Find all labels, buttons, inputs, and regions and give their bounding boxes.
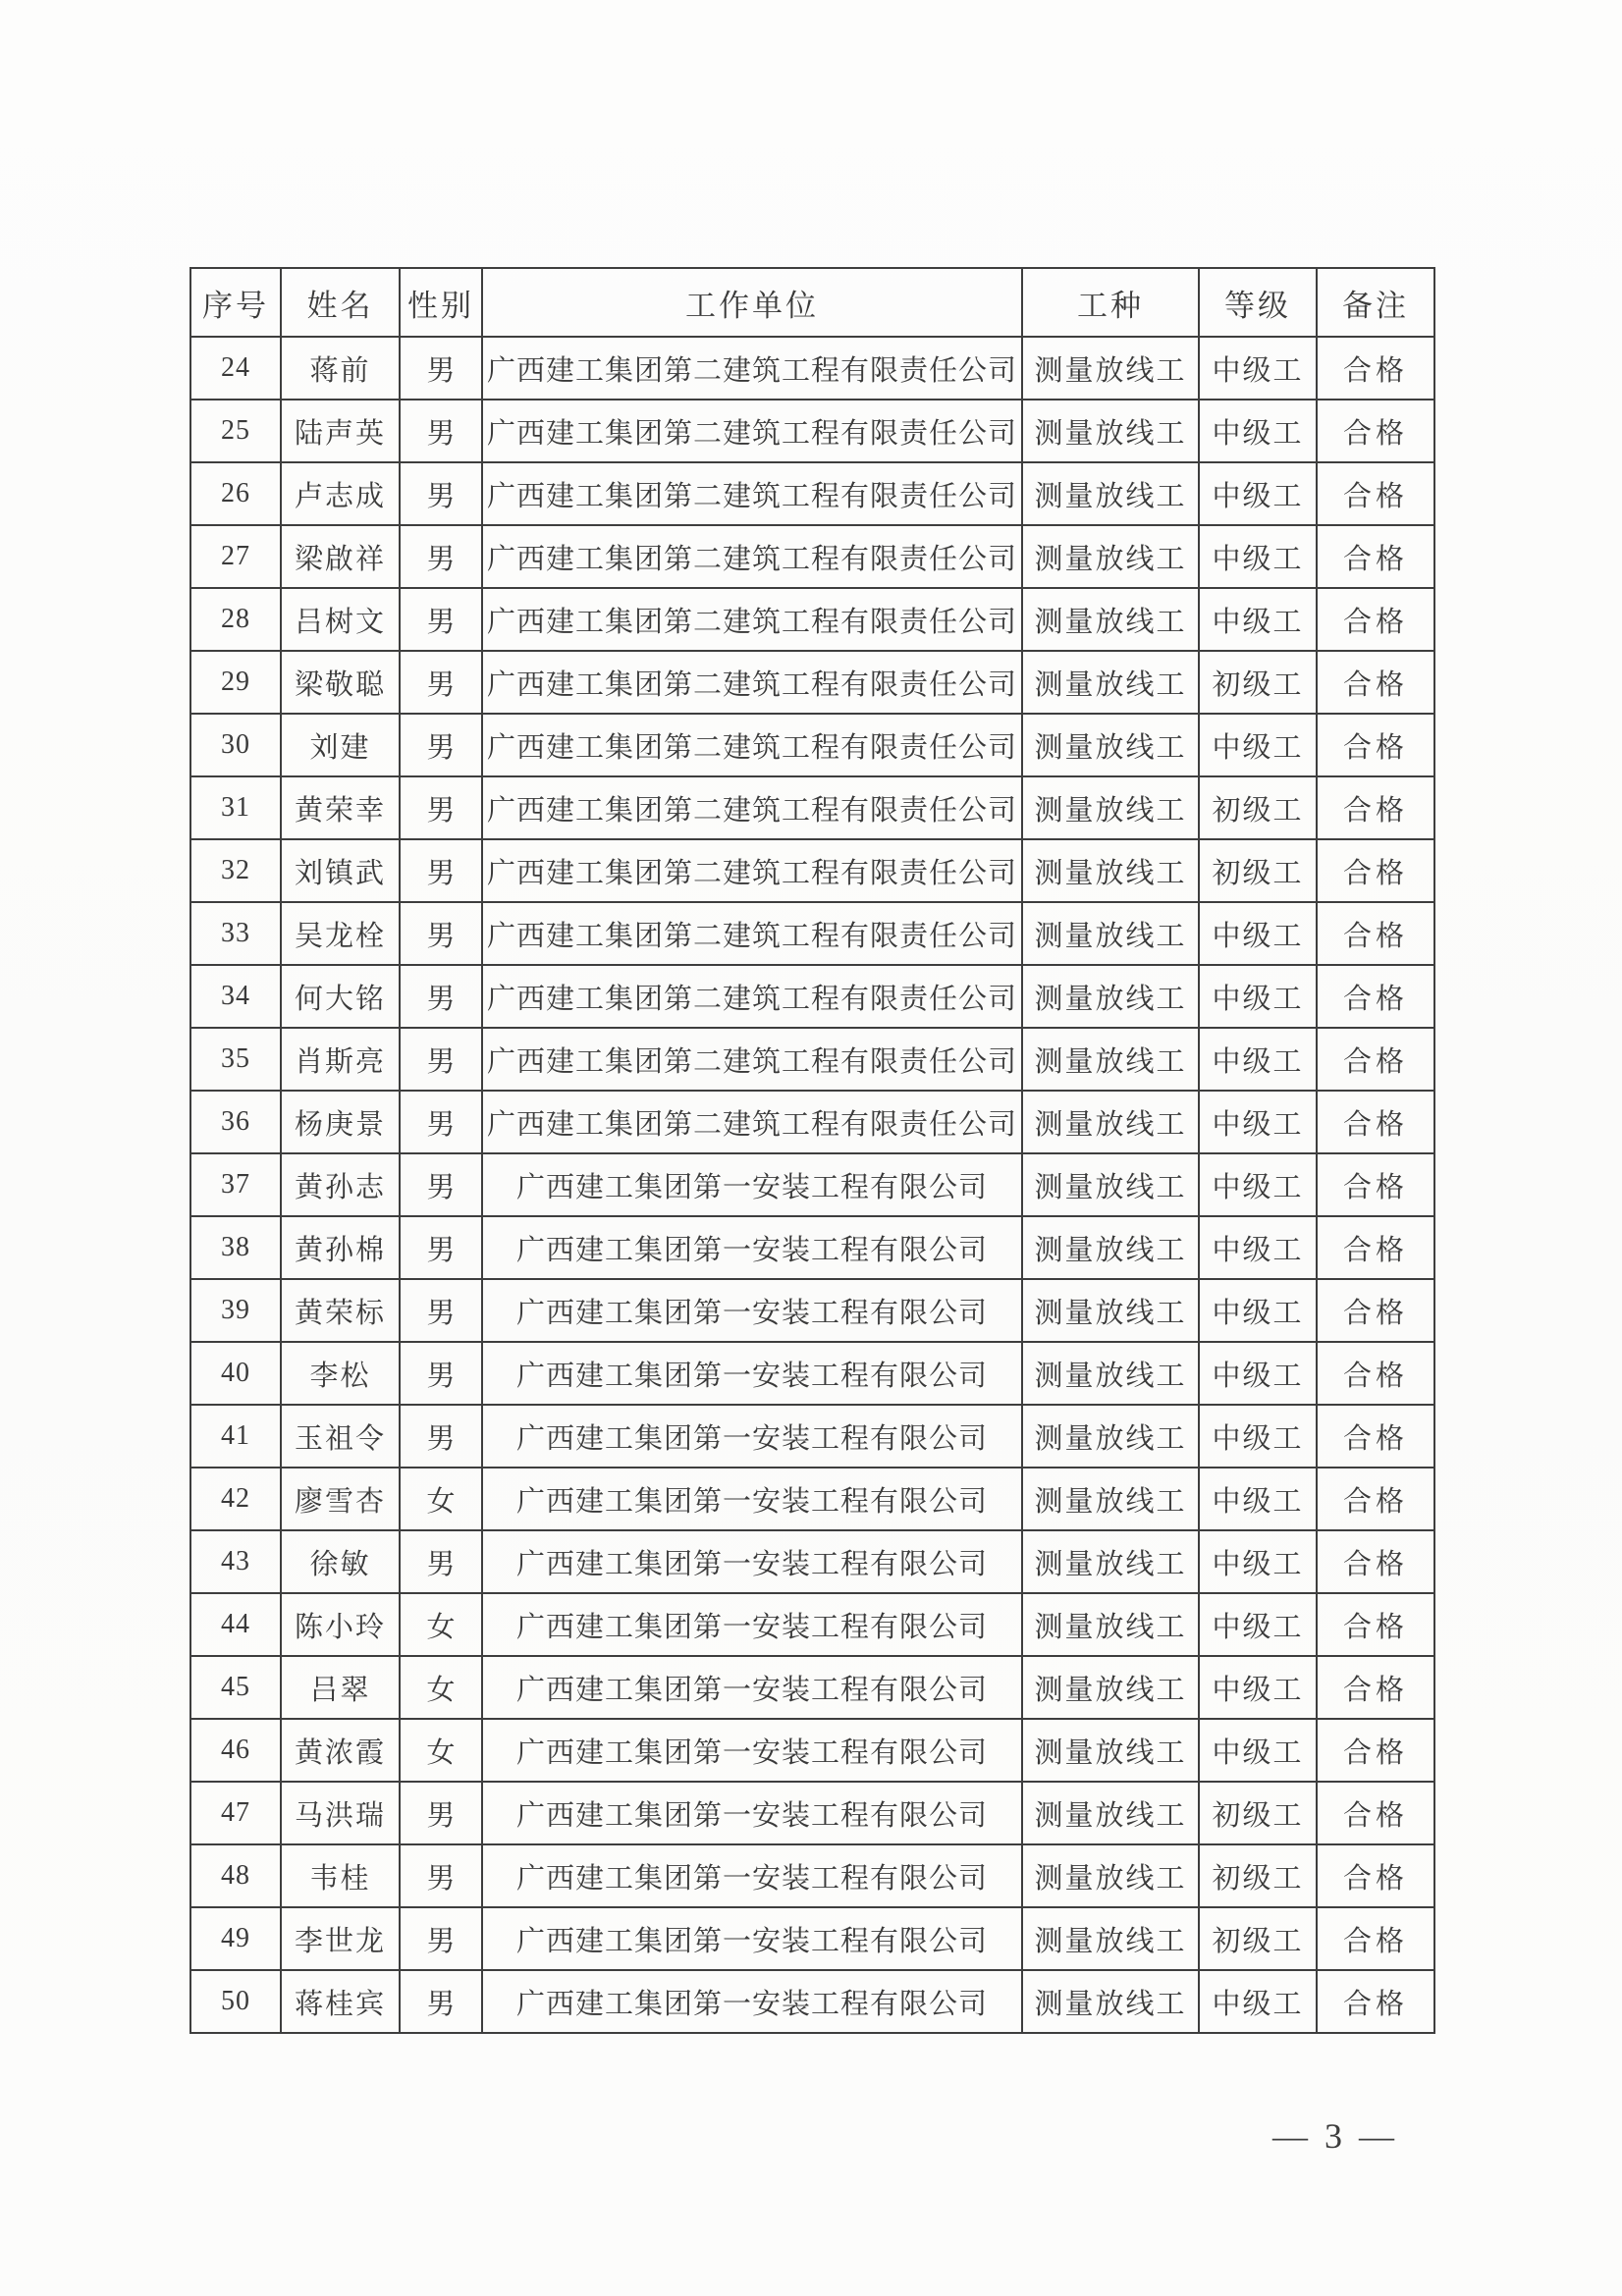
cell-level: 中级工 (1199, 1530, 1317, 1593)
cell-remark: 合格 (1317, 588, 1434, 651)
cell-no: 34 (190, 965, 281, 1028)
cell-trade: 测量放线工 (1022, 400, 1199, 462)
cell-level: 中级工 (1199, 1342, 1317, 1405)
cell-remark: 合格 (1317, 651, 1434, 714)
table-row (190, 1028, 1434, 1091)
cell-unit: 广西建工集团第二建筑工程有限责任公司 (482, 462, 1022, 525)
table-row (190, 1719, 1434, 1782)
cell-name: 徐敏 (281, 1530, 400, 1593)
cell-gender: 男 (400, 651, 482, 714)
table-row (190, 902, 1434, 965)
cell-gender: 男 (400, 1782, 482, 1844)
cell-name: 马洪瑞 (281, 1782, 400, 1844)
header-no: 序号 (190, 268, 281, 337)
cell-name: 蒋前 (281, 337, 400, 400)
cell-trade: 测量放线工 (1022, 1844, 1199, 1907)
cell-name: 黄浓霞 (281, 1719, 400, 1782)
cell-unit: 广西建工集团第一安装工程有限公司 (482, 1907, 1022, 1970)
table-row (190, 1279, 1434, 1342)
cell-unit: 广西建工集团第二建筑工程有限责任公司 (482, 839, 1022, 902)
cell-gender: 男 (400, 714, 482, 776)
table-row (190, 1656, 1434, 1719)
cell-unit: 广西建工集团第一安装工程有限公司 (482, 1656, 1022, 1719)
cell-remark: 合格 (1317, 1405, 1434, 1468)
cell-name: 黄孙志 (281, 1153, 400, 1216)
cell-name: 卢志成 (281, 462, 400, 525)
table-row (190, 1970, 1434, 2033)
cell-gender: 女 (400, 1656, 482, 1719)
cell-name: 吕树文 (281, 588, 400, 651)
roster-table-container (189, 267, 1433, 2034)
cell-remark: 合格 (1317, 1342, 1434, 1405)
table-row (190, 1342, 1434, 1405)
cell-unit: 广西建工集团第二建筑工程有限责任公司 (482, 1028, 1022, 1091)
cell-remark: 合格 (1317, 776, 1434, 839)
cell-unit: 广西建工集团第二建筑工程有限责任公司 (482, 588, 1022, 651)
cell-no: 24 (190, 337, 281, 400)
cell-name: 蒋桂宾 (281, 1970, 400, 2033)
cell-unit: 广西建工集团第二建筑工程有限责任公司 (482, 337, 1022, 400)
cell-gender: 男 (400, 1970, 482, 2033)
cell-trade: 测量放线工 (1022, 1656, 1199, 1719)
cell-name: 吴龙栓 (281, 902, 400, 965)
cell-remark: 合格 (1317, 1656, 1434, 1719)
cell-no: 48 (190, 1844, 281, 1907)
cell-unit: 广西建工集团第一安装工程有限公司 (482, 1970, 1022, 2033)
cell-trade: 测量放线工 (1022, 714, 1199, 776)
cell-trade: 测量放线工 (1022, 337, 1199, 400)
cell-gender: 男 (400, 1153, 482, 1216)
cell-no: 42 (190, 1468, 281, 1530)
cell-name: 韦桂 (281, 1844, 400, 1907)
table-row (190, 965, 1434, 1028)
cell-gender: 女 (400, 1593, 482, 1656)
cell-level: 中级工 (1199, 1656, 1317, 1719)
table-row (190, 1153, 1434, 1216)
cell-unit: 广西建工集团第二建筑工程有限责任公司 (482, 714, 1022, 776)
cell-no: 25 (190, 400, 281, 462)
cell-level: 中级工 (1199, 1091, 1317, 1153)
cell-gender: 男 (400, 400, 482, 462)
cell-no: 32 (190, 839, 281, 902)
cell-level: 中级工 (1199, 337, 1317, 400)
table-row (190, 1593, 1434, 1656)
cell-trade: 测量放线工 (1022, 1907, 1199, 1970)
cell-no: 49 (190, 1907, 281, 1970)
cell-gender: 男 (400, 1405, 482, 1468)
cell-trade: 测量放线工 (1022, 1216, 1199, 1279)
cell-no: 43 (190, 1530, 281, 1593)
header-name: 姓名 (281, 268, 400, 337)
header-trade: 工种 (1022, 268, 1199, 337)
cell-name: 刘镇武 (281, 839, 400, 902)
cell-trade: 测量放线工 (1022, 1970, 1199, 2033)
cell-gender: 男 (400, 525, 482, 588)
table-row (190, 1782, 1434, 1844)
cell-level: 中级工 (1199, 400, 1317, 462)
cell-remark: 合格 (1317, 337, 1434, 400)
cell-name: 黄荣幸 (281, 776, 400, 839)
cell-remark: 合格 (1317, 1279, 1434, 1342)
cell-unit: 广西建工集团第二建筑工程有限责任公司 (482, 400, 1022, 462)
cell-no: 26 (190, 462, 281, 525)
table-row (190, 1216, 1434, 1279)
cell-level: 中级工 (1199, 1405, 1317, 1468)
page-number: — 3 — (1272, 2116, 1398, 2156)
cell-level: 中级工 (1199, 902, 1317, 965)
cell-unit: 广西建工集团第二建筑工程有限责任公司 (482, 525, 1022, 588)
cell-remark: 合格 (1317, 400, 1434, 462)
cell-name: 李松 (281, 1342, 400, 1405)
cell-trade: 测量放线工 (1022, 1091, 1199, 1153)
cell-no: 30 (190, 714, 281, 776)
cell-name: 黄孙棉 (281, 1216, 400, 1279)
table-row (190, 1405, 1434, 1468)
cell-gender: 男 (400, 1028, 482, 1091)
cell-trade: 测量放线工 (1022, 902, 1199, 965)
cell-no: 50 (190, 1970, 281, 2033)
table-row (190, 588, 1434, 651)
cell-unit: 广西建工集团第一安装工程有限公司 (482, 1468, 1022, 1530)
cell-trade: 测量放线工 (1022, 1530, 1199, 1593)
cell-name: 何大铭 (281, 965, 400, 1028)
cell-remark: 合格 (1317, 1153, 1434, 1216)
cell-no: 47 (190, 1782, 281, 1844)
cell-level: 中级工 (1199, 1593, 1317, 1656)
cell-trade: 测量放线工 (1022, 1028, 1199, 1091)
cell-level: 中级工 (1199, 462, 1317, 525)
cell-remark: 合格 (1317, 714, 1434, 776)
cell-name: 玉祖令 (281, 1405, 400, 1468)
cell-no: 44 (190, 1593, 281, 1656)
cell-remark: 合格 (1317, 1530, 1434, 1593)
cell-level: 初级工 (1199, 1782, 1317, 1844)
cell-trade: 测量放线工 (1022, 462, 1199, 525)
cell-gender: 男 (400, 1279, 482, 1342)
cell-level: 中级工 (1199, 588, 1317, 651)
cell-no: 40 (190, 1342, 281, 1405)
cell-gender: 男 (400, 965, 482, 1028)
table-row (190, 1844, 1434, 1907)
cell-unit: 广西建工集团第二建筑工程有限责任公司 (482, 776, 1022, 839)
cell-unit: 广西建工集团第一安装工程有限公司 (482, 1530, 1022, 1593)
cell-remark: 合格 (1317, 839, 1434, 902)
cell-name: 吕翠 (281, 1656, 400, 1719)
cell-gender: 男 (400, 1091, 482, 1153)
cell-gender: 男 (400, 462, 482, 525)
cell-remark: 合格 (1317, 525, 1434, 588)
cell-trade: 测量放线工 (1022, 1782, 1199, 1844)
cell-name: 廖雪杏 (281, 1468, 400, 1530)
cell-remark: 合格 (1317, 1593, 1434, 1656)
cell-level: 中级工 (1199, 714, 1317, 776)
cell-no: 33 (190, 902, 281, 965)
cell-no: 37 (190, 1153, 281, 1216)
table-row (190, 839, 1434, 902)
cell-level: 初级工 (1199, 1844, 1317, 1907)
cell-no: 28 (190, 588, 281, 651)
table-row (190, 651, 1434, 714)
cell-trade: 测量放线工 (1022, 651, 1199, 714)
cell-unit: 广西建工集团第二建筑工程有限责任公司 (482, 1091, 1022, 1153)
cell-level: 初级工 (1199, 839, 1317, 902)
cell-remark: 合格 (1317, 1970, 1434, 2033)
cell-remark: 合格 (1317, 1468, 1434, 1530)
cell-level: 初级工 (1199, 651, 1317, 714)
cell-gender: 女 (400, 1468, 482, 1530)
cell-name: 梁啟祥 (281, 525, 400, 588)
cell-trade: 测量放线工 (1022, 839, 1199, 902)
cell-remark: 合格 (1317, 965, 1434, 1028)
cell-no: 27 (190, 525, 281, 588)
table-row (190, 525, 1434, 588)
cell-trade: 测量放线工 (1022, 1468, 1199, 1530)
cell-no: 29 (190, 651, 281, 714)
cell-level: 中级工 (1199, 1216, 1317, 1279)
cell-level: 初级工 (1199, 1907, 1317, 1970)
cell-name: 梁敬聪 (281, 651, 400, 714)
roster-table (189, 267, 1435, 2034)
cell-name: 杨庚景 (281, 1091, 400, 1153)
cell-trade: 测量放线工 (1022, 965, 1199, 1028)
cell-no: 38 (190, 1216, 281, 1279)
cell-gender: 男 (400, 1844, 482, 1907)
cell-remark: 合格 (1317, 1216, 1434, 1279)
cell-trade: 测量放线工 (1022, 1153, 1199, 1216)
cell-remark: 合格 (1317, 1782, 1434, 1844)
cell-no: 45 (190, 1656, 281, 1719)
cell-level: 中级工 (1199, 1279, 1317, 1342)
cell-unit: 广西建工集团第二建筑工程有限责任公司 (482, 965, 1022, 1028)
table-row (190, 1468, 1434, 1530)
cell-gender: 男 (400, 1907, 482, 1970)
cell-gender: 女 (400, 1719, 482, 1782)
cell-level: 中级工 (1199, 1028, 1317, 1091)
cell-gender: 男 (400, 776, 482, 839)
cell-gender: 男 (400, 839, 482, 902)
cell-remark: 合格 (1317, 1844, 1434, 1907)
cell-level: 中级工 (1199, 525, 1317, 588)
cell-level: 中级工 (1199, 1719, 1317, 1782)
cell-level: 中级工 (1199, 1153, 1317, 1216)
table-row (190, 337, 1434, 400)
cell-unit: 广西建工集团第一安装工程有限公司 (482, 1844, 1022, 1907)
cell-unit: 广西建工集团第一安装工程有限公司 (482, 1153, 1022, 1216)
cell-name: 李世龙 (281, 1907, 400, 1970)
cell-remark: 合格 (1317, 1907, 1434, 1970)
table-row (190, 400, 1434, 462)
cell-gender: 男 (400, 1216, 482, 1279)
cell-gender: 男 (400, 1530, 482, 1593)
header-row (190, 268, 1434, 337)
cell-no: 41 (190, 1405, 281, 1468)
cell-trade: 测量放线工 (1022, 776, 1199, 839)
cell-trade: 测量放线工 (1022, 1405, 1199, 1468)
cell-gender: 男 (400, 337, 482, 400)
table-row (190, 462, 1434, 525)
cell-unit: 广西建工集团第一安装工程有限公司 (482, 1342, 1022, 1405)
table-row (190, 714, 1434, 776)
cell-level: 中级工 (1199, 1468, 1317, 1530)
header-remark: 备注 (1317, 268, 1434, 337)
cell-name: 肖斯亮 (281, 1028, 400, 1091)
cell-remark: 合格 (1317, 902, 1434, 965)
cell-trade: 测量放线工 (1022, 1593, 1199, 1656)
cell-remark: 合格 (1317, 462, 1434, 525)
cell-remark: 合格 (1317, 1719, 1434, 1782)
header-unit: 工作单位 (482, 268, 1022, 337)
cell-unit: 广西建工集团第一安装工程有限公司 (482, 1405, 1022, 1468)
cell-level: 初级工 (1199, 776, 1317, 839)
cell-unit: 广西建工集团第一安装工程有限公司 (482, 1782, 1022, 1844)
cell-unit: 广西建工集团第二建筑工程有限责任公司 (482, 902, 1022, 965)
header-gender: 性别 (400, 268, 482, 337)
cell-name: 刘建 (281, 714, 400, 776)
cell-no: 31 (190, 776, 281, 839)
table-row (190, 1091, 1434, 1153)
cell-trade: 测量放线工 (1022, 525, 1199, 588)
table-row (190, 1907, 1434, 1970)
table-row (190, 1530, 1434, 1593)
cell-gender: 男 (400, 1342, 482, 1405)
cell-name: 陈小玲 (281, 1593, 400, 1656)
cell-unit: 广西建工集团第二建筑工程有限责任公司 (482, 651, 1022, 714)
cell-name: 黄荣标 (281, 1279, 400, 1342)
cell-trade: 测量放线工 (1022, 1279, 1199, 1342)
cell-trade: 测量放线工 (1022, 588, 1199, 651)
cell-unit: 广西建工集团第一安装工程有限公司 (482, 1279, 1022, 1342)
cell-level: 中级工 (1199, 965, 1317, 1028)
header-level: 等级 (1199, 268, 1317, 337)
cell-remark: 合格 (1317, 1028, 1434, 1091)
cell-unit: 广西建工集团第一安装工程有限公司 (482, 1593, 1022, 1656)
cell-level: 中级工 (1199, 1970, 1317, 2033)
cell-unit: 广西建工集团第一安装工程有限公司 (482, 1216, 1022, 1279)
cell-trade: 测量放线工 (1022, 1719, 1199, 1782)
cell-no: 35 (190, 1028, 281, 1091)
cell-no: 46 (190, 1719, 281, 1782)
cell-gender: 男 (400, 588, 482, 651)
cell-no: 39 (190, 1279, 281, 1342)
cell-trade: 测量放线工 (1022, 1342, 1199, 1405)
cell-no: 36 (190, 1091, 281, 1153)
cell-gender: 男 (400, 902, 482, 965)
cell-unit: 广西建工集团第一安装工程有限公司 (482, 1719, 1022, 1782)
table-row (190, 776, 1434, 839)
cell-remark: 合格 (1317, 1091, 1434, 1153)
cell-name: 陆声英 (281, 400, 400, 462)
